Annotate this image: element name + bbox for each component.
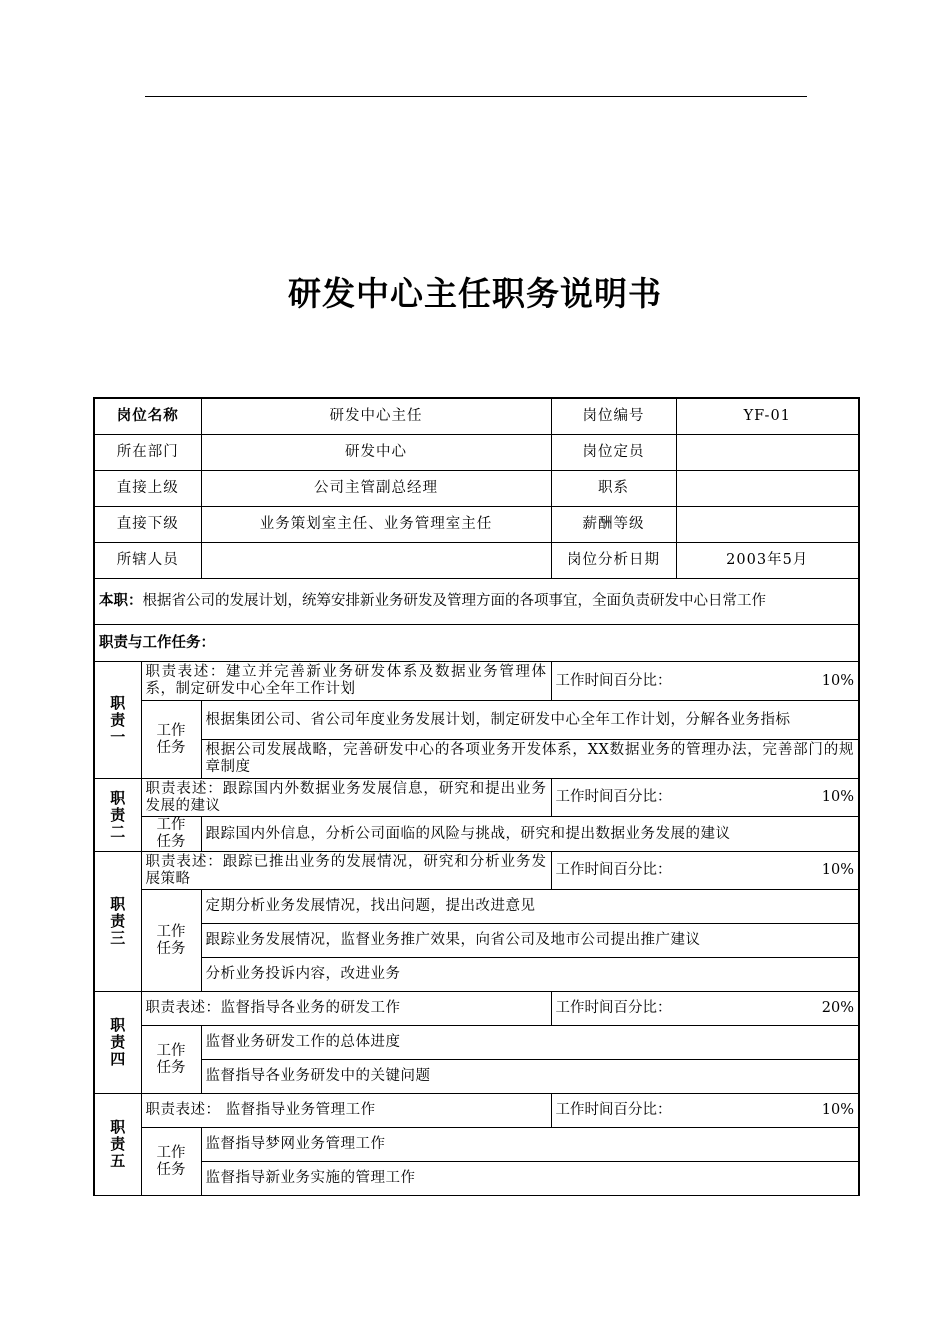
responsibility-3-label: 职 责 三	[94, 852, 141, 992]
department-value: 研发中心	[201, 435, 551, 471]
staff-label: 所辖人员	[94, 543, 201, 579]
responsibility-5-time-percent: 工作时间百分比： 10%	[551, 1094, 859, 1128]
responsibility-1-task-1: 根据集团公司、省公司年度业务发展计划，制定研发中心全年工作计划，分解各业务指标	[201, 701, 859, 740]
responsibility-3-task-label: 工作 任务	[141, 890, 201, 992]
header-rule	[145, 96, 807, 97]
responsibility-2-task-label: 工作 任务	[141, 817, 201, 852]
subordinate-value: 业务策划室主任、业务管理室主任	[201, 507, 551, 543]
responsibility-4-task-label: 工作 任务	[141, 1026, 201, 1094]
position-code-value: YF-01	[676, 398, 859, 435]
responsibility-3-task-1: 定期分析业务发展情况，找出问题，提出改进意见	[201, 890, 859, 924]
responsibility-5-task-1: 监督指导梦网业务管理工作	[201, 1128, 859, 1162]
duty-statement	[94, 579, 859, 625]
position-name-label: 岗位名称	[94, 398, 201, 435]
responsibility-1-time-percent: 工作时间百分比： 10%	[551, 662, 859, 701]
responsibility-3-time-percent: 工作时间百分比： 10%	[551, 852, 859, 890]
salary-grade-label: 薪酬等级	[551, 507, 676, 543]
responsibility-1-label: 职 责 一	[94, 662, 141, 779]
analysis-date-value: 2003年5月	[676, 543, 859, 579]
headcount-label: 岗位定员	[551, 435, 676, 471]
document-title: 研发中心主任职务说明书	[288, 274, 662, 313]
duty-label: 本职：	[99, 593, 143, 609]
responsibility-5-task-label: 工作 任务	[141, 1128, 201, 1196]
responsibility-1-task-2: 根据公司发展战略，完善研发中心的各项业务开发体系，XX数据业务的管理办法，完善部门的规章制度	[201, 740, 859, 779]
responsibility-1-task-label: 工作 任务	[141, 701, 201, 779]
responsibility-5-description: 职责表述： 监督指导业务管理工作	[141, 1094, 551, 1128]
position-code-label: 岗位编号	[551, 398, 676, 435]
headcount-value	[676, 435, 859, 471]
responsibility-5-task-2: 监督指导新业务实施的管理工作	[201, 1162, 859, 1196]
responsibility-2-label: 职 责 二	[94, 779, 141, 852]
responsibility-4-description: 职责表述：监督指导各业务的研发工作	[141, 992, 551, 1026]
subordinate-label: 直接下级	[94, 507, 201, 543]
department-label: 所在部门	[94, 435, 201, 471]
salary-grade-value	[676, 507, 859, 543]
responsibility-2-time-percent: 工作时间百分比： 10%	[551, 779, 859, 817]
duty-text: 根据省公司的发展计划，统筹安排新业务研发及管理方面的各项事宜，全面负责研发中心日常工作	[142, 593, 766, 609]
responsibility-5-label: 职 责 五	[94, 1094, 141, 1196]
staff-value	[201, 543, 551, 579]
analysis-date-label: 岗位分析日期	[551, 543, 676, 579]
superior-value: 公司主管副总经理	[201, 471, 551, 507]
responsibility-1-description: 职责表述：建立并完善新业务研发体系及数据业务管理体系，制定研发中心全年工作计划	[141, 662, 551, 701]
position-name-value: 研发中心主任	[201, 398, 551, 435]
responsibility-3-task-2: 跟踪业务发展情况，监督业务推广效果，向省公司及地市公司提出推广建议	[201, 924, 859, 958]
superior-label: 直接上级	[94, 471, 201, 507]
responsibility-3-description: 职责表述：跟踪已推出业务的发展情况，研究和分析业务发展策略	[141, 852, 551, 890]
responsibility-2-description: 职责表述：跟踪国内外数据业务发展信息，研究和提出业务发展的建议	[141, 779, 551, 817]
job-series-value	[676, 471, 859, 507]
job-description-table	[93, 397, 860, 1196]
responsibility-3-task-3: 分析业务投诉内容，改进业务	[201, 958, 859, 992]
responsibility-4-task-1: 监督业务研发工作的总体进度	[201, 1026, 859, 1060]
responsibilities-header: 职责与工作任务：	[94, 625, 859, 662]
responsibility-4-time-percent: 工作时间百分比： 20%	[551, 992, 859, 1026]
responsibility-2-task-1: 跟踪国内外信息，分析公司面临的风险与挑战，研究和提出数据业务发展的建议	[201, 817, 859, 852]
responsibility-4-label: 职 责 四	[94, 992, 141, 1094]
responsibility-4-task-2: 监督指导各业务研发中的关键问题	[201, 1060, 859, 1094]
job-series-label: 职系	[551, 471, 676, 507]
